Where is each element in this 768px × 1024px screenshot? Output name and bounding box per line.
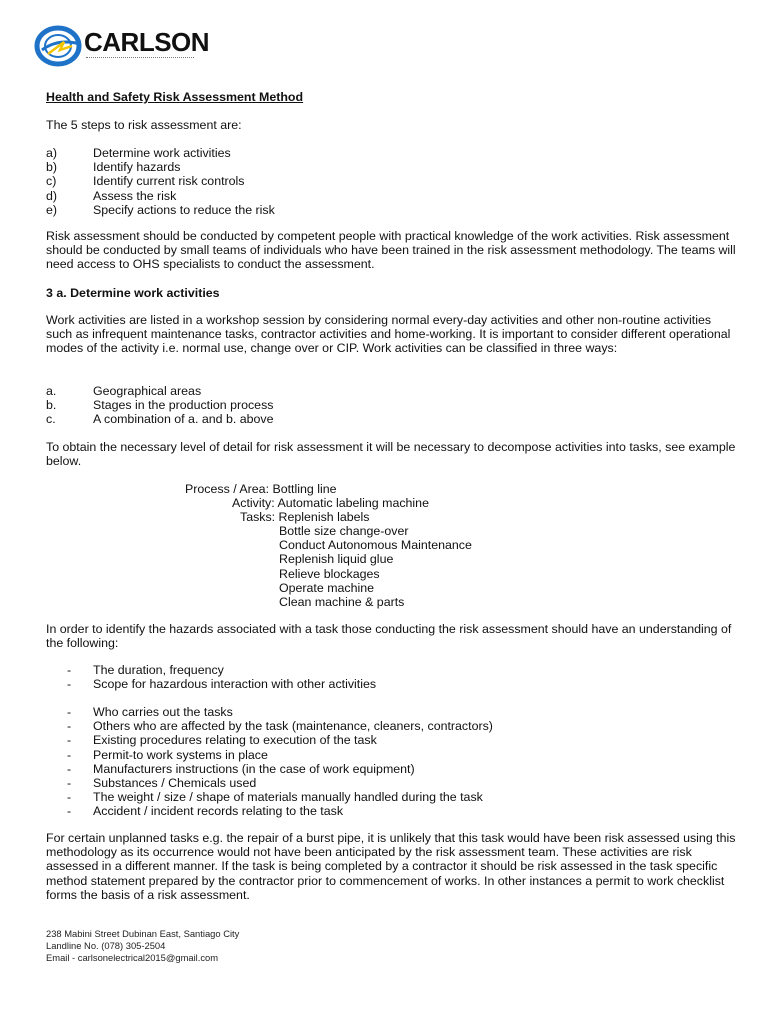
list-item xyxy=(46,398,273,412)
list-text: Identify current risk controls xyxy=(93,174,245,189)
list-text: Who carries out the tasks xyxy=(93,705,233,719)
list-item xyxy=(46,412,273,426)
list-text: Determine work activities xyxy=(93,146,231,160)
section-heading-3a: 3 a. Determine work activities xyxy=(46,286,220,300)
footer-address: 238 Mabini Street Dubinan East, Santiago City xyxy=(46,928,240,939)
list-marker: - xyxy=(67,804,72,819)
subtask-item: Operate machine xyxy=(279,580,375,595)
paragraph-decompose: To obtain the necessary level of detail for risk assessment it will be necessary to decompose activities into tasks, see example below. xyxy=(46,440,736,469)
subtask-item: Relieve blockages xyxy=(279,566,380,581)
list-text: A combination of a. and b. above xyxy=(93,412,274,427)
list-text: Manufacturers instructions (in the case of work equipment) xyxy=(93,761,415,776)
footer-email: Email - carlsonelectrical2015@gmail.com xyxy=(46,951,219,963)
footer-contact xyxy=(46,928,239,963)
list-text: Identify hazards xyxy=(93,160,181,175)
paragraph-unplanned-tasks: For certain unplanned tasks e.g. the repair of a burst pipe, it is unlikely that this task would have been risk assessed using this methodology as its occurrence would not have been anticipated by the risk assessment team. These activities are risk assessed in a different manner. If the task is being completed by a contractor it should be risk assessed in the task specific method statement prepared by the contractor prior to commencement of works. In other instances a permit to work checklist forms the basis of a risk assessment. xyxy=(46,831,736,902)
list-text: Assess the risk xyxy=(93,188,177,203)
list-text: Existing procedures relating to execution of the task xyxy=(93,733,377,748)
list-item xyxy=(67,804,493,818)
list-item xyxy=(46,203,275,217)
list-item xyxy=(67,790,493,804)
understanding-list-1 xyxy=(67,663,376,691)
list-item xyxy=(46,174,275,188)
list-marker: b) xyxy=(46,160,58,175)
paragraph-work-activities: Work activities are listed in a workshop session by considering normal every-day activities and other non-routine activities such as infrequent maintenance tasks, contractor activities and home-working. It is important to consider different operational modes of the activity i.e. normal use, change over or CIP. Work activities can be classified in three ways: xyxy=(46,313,731,356)
logo-tagline-line xyxy=(86,57,194,61)
list-text: Permit-to work systems in place xyxy=(93,747,268,762)
list-marker: b. xyxy=(46,398,57,413)
list-item xyxy=(67,748,493,762)
paragraph-competent-people: Risk assessment should be conducted by competent people with practical knowledge of the work activities. Risk assessment should be conducted by small teams of individuals who have been trained in the risk assessment methodology. The teams will need access to OHS specialists to conduct the assessment. xyxy=(46,229,736,272)
example-subtasks xyxy=(279,524,472,609)
intro-text: The 5 steps to risk assessment are: xyxy=(46,118,242,132)
list-item xyxy=(46,384,273,398)
list-marker: e) xyxy=(46,202,58,217)
list-marker: - xyxy=(67,663,72,677)
list-text: Geographical areas xyxy=(93,384,202,398)
company-logo xyxy=(34,24,210,70)
list-item xyxy=(67,719,493,733)
list-item xyxy=(67,663,376,677)
list-marker: c) xyxy=(46,174,57,189)
list-text: The weight / size / shape of materials manually handled during the task xyxy=(93,790,483,805)
list-item xyxy=(67,705,493,719)
list-text: Accident / incident records relating to the task xyxy=(93,804,344,819)
list-marker: - xyxy=(67,705,72,719)
list-text: Scope for hazardous interaction with other activities xyxy=(93,677,377,692)
list-marker: - xyxy=(67,790,72,805)
list-marker: - xyxy=(67,761,72,776)
list-marker: - xyxy=(67,776,72,791)
list-text: Stages in the production process xyxy=(93,398,274,413)
list-item xyxy=(67,776,493,790)
list-item xyxy=(46,160,275,174)
subtask-item: Clean machine & parts xyxy=(279,595,405,610)
list-marker: c. xyxy=(46,412,56,427)
list-item xyxy=(67,762,493,776)
understanding-list-2 xyxy=(67,705,493,819)
list-marker: - xyxy=(67,733,72,748)
example-process: Process / Area: Bottling line xyxy=(185,482,337,496)
list-item xyxy=(46,146,275,160)
list-marker: a. xyxy=(46,384,57,398)
list-marker: d) xyxy=(46,188,58,203)
list-marker: - xyxy=(67,747,72,762)
list-item xyxy=(67,677,376,691)
list-text: The duration, frequency xyxy=(93,663,224,677)
subtask-item: Replenish liquid glue xyxy=(279,552,394,567)
list-marker: - xyxy=(67,719,72,734)
subtask-item: Bottle size change-over xyxy=(279,524,409,538)
logo-wordmark: CARLSON xyxy=(84,27,210,57)
subtask-item: Conduct Autonomous Maintenance xyxy=(279,538,472,553)
document-title: Health and Safety Risk Assessment Method xyxy=(46,90,304,104)
list-item xyxy=(46,189,275,203)
list-text: Others who are affected by the task (maintenance, cleaners, contractors) xyxy=(93,719,493,734)
example-tasks: Tasks: Replenish labels xyxy=(240,510,370,524)
list-marker: a) xyxy=(46,146,58,160)
example-activity: Activity: Automatic labeling machine xyxy=(232,496,429,510)
steps-list xyxy=(46,146,275,217)
paragraph-hazards-understanding: In order to identify the hazards associated with a task those conducting the risk assessment should have an understanding of the following: xyxy=(46,622,732,651)
classification-list xyxy=(46,384,273,427)
list-text: Substances / Chemicals used xyxy=(93,776,257,791)
list-marker: - xyxy=(67,677,72,692)
footer-landline: Landline No. (078) 305-2504 xyxy=(46,939,166,951)
list-item xyxy=(67,733,493,747)
list-text: Specify actions to reduce the risk xyxy=(93,202,275,217)
